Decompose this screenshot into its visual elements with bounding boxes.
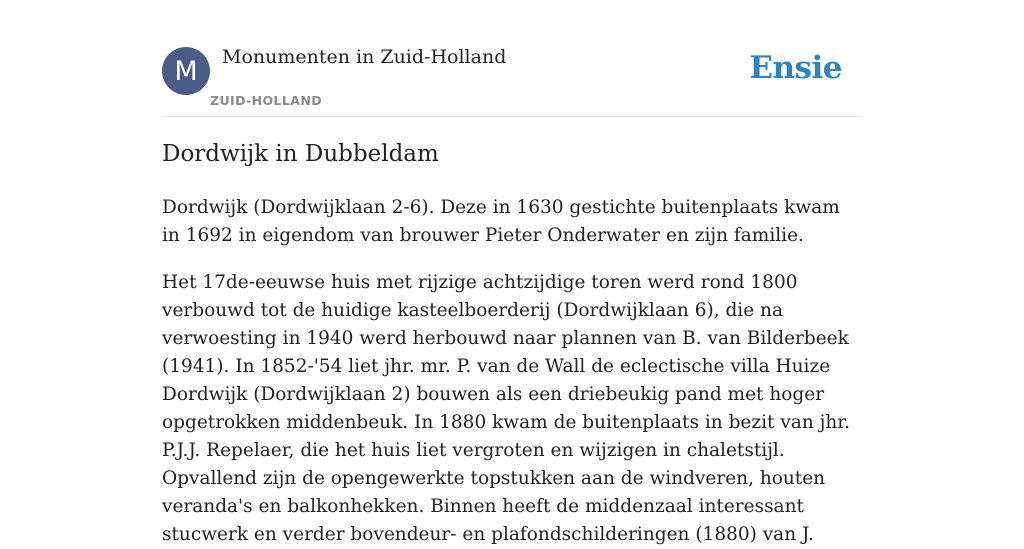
category-link[interactable]: ZUID-HOLLAND [210,93,322,108]
book-title-link[interactable]: Monumenten in Zuid-Holland [222,46,507,68]
page-header [162,46,862,117]
article-paragraph: Het 17de-eeuwse huis met rijzige achtzijdige toren werd rond 1800 verbouwd tot de huidige kasteelboerderij (Dordwijklaan 6), die na verwoesting in 1940 werd herbouwd naar plannen van B. van Bilderbeek (1941). In 1852-'54 liet jhr. mr. P. van de Wall de eclectische villa Huize Dordwijk (Dordwijklaan 2) bouwen als een driebeukig pand met hoger opgetrokken middenbeuk. In 1880 kwam de buitenplaats in bezit van jhr. P.J.J. Repelaer, die het huis liet vergroten en wijzigen in chaletstijl. Opvallend zijn de opengewerkte topstukken aan de windveren, houten veranda's en balkonhekken. Binnen heeft de middenzaal interessant stucwerk en verder bovendeur- en plafondschilderingen (1880) van J. [162,272,850,545]
avatar[interactable]: M [162,47,210,95]
article [162,138,862,549]
article-paragraph: Dordwijk (Dordwijklaan 2-6). Deze in 1630 gestichte buitenplaats kwam in 1692 in eigendom van brouwer Pieter Onderwater en zijn familie. [162,197,840,246]
article-title: Dordwijk in Dubbeldam [162,141,439,167]
site-logo[interactable]: Ensie [749,50,842,86]
